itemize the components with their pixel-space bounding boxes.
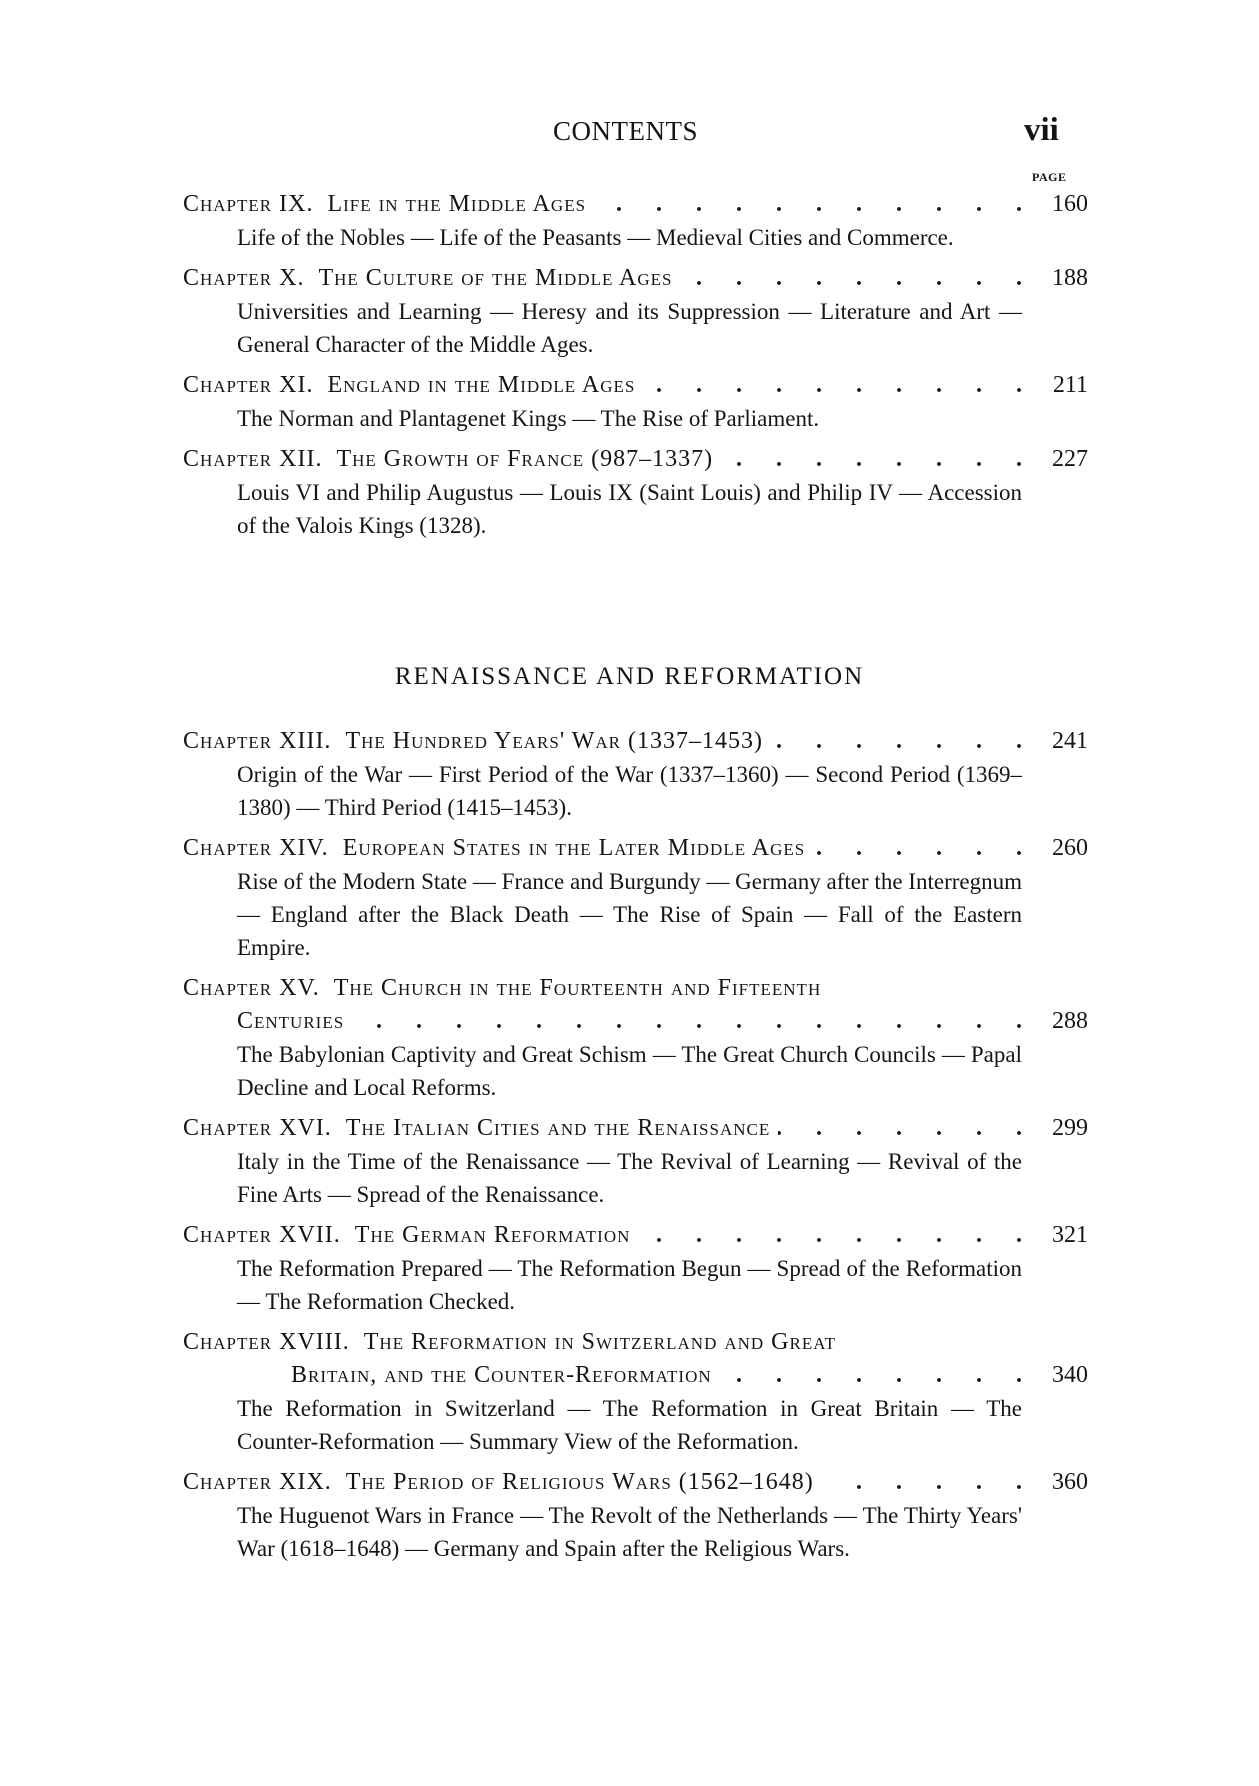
toc-entry [183,369,1088,435]
chapter-heading [183,443,1088,476]
chapter-title: The Church in the Fourteenth and Fifteenth [333,975,822,1001]
chapter-label: Chapter XII. [183,446,323,472]
chapter-label: Chapter XIX. [183,1469,332,1495]
chapter-summary: The Reformation in Switzerland — The Reformation in Great Britain — The Counter-Reformation — Summary View of the Reformation. [237,1396,1022,1454]
chapter-heading [183,188,1088,221]
chapter-summary: Origin of the War — First Period of the War (1337–1360) — Second Period (1369–1380) — Third Period (1415–1453). [237,762,1022,820]
chapter-label: Chapter XI. [183,372,314,398]
chapter-heading [183,262,1088,295]
chapter-summary: Italy in the Time of the Renaissance — The Revival of Learning — Revival of the Fine Arts — Spread of the Renaissance. [237,1149,1022,1207]
chapter-heading [183,725,1088,758]
chapter-heading [183,832,1088,865]
chapter-title: The Reformation in Switzerland and Great [363,1329,837,1355]
toc-entry [183,725,1088,824]
chapter-title: The Culture of the Middle Ages [318,265,673,291]
chapter-page: 260 [1052,835,1088,861]
chapter-title: The Growth of France (987–1337) [336,446,714,472]
chapter-summary: Rise of the Modern State — France and Burgundy — Germany after the Interregnum — England after the Black Death — The Rise of Spain — Fall of the Eastern Empire. [237,869,1022,960]
toc-part-2 [183,725,1088,1565]
toc-entry [183,1219,1088,1318]
chapter-heading-continued [183,1359,1088,1392]
chapter-summary: Universities and Learning — Heresy and its Suppression — Literature and Art — General Character of the Middle Ages. [237,299,1022,357]
chapter-heading [183,369,1088,402]
toc-entry [183,1326,1088,1458]
chapter-page: 227 [1052,446,1088,472]
chapter-heading [183,1326,1088,1359]
chapter-summary: The Babylonian Captivity and Great Schism — The Great Church Councils — Papal Decline and Local Reforms. [237,1042,1022,1100]
chapter-summary: Louis VI and Philip Augustus — Louis IX (Saint Louis) and Philip IV — Accession of the Valois Kings (1328). [237,480,1022,538]
dot-leader [352,1005,1036,1038]
section-heading: RENAISSANCE AND REFORMATION [394,663,865,690]
chapter-page: 299 [1052,1115,1088,1141]
toc-entry [183,1466,1088,1565]
chapter-heading [183,1112,1088,1145]
chapter-label: Chapter XVII. [183,1222,341,1248]
chapter-label: Chapter XVI. [183,1115,332,1141]
chapter-label: Chapter XIII. [183,728,332,754]
chapter-title: Life in the Middle Ages [327,191,587,217]
dot-leader [771,725,1036,758]
chapter-title-continued: Centuries [237,1008,345,1034]
chapter-title: The German Reformation [354,1222,631,1248]
chapter-title: European States in the Later Middle Ages [342,835,806,861]
page-number: vii [1024,112,1059,148]
chapter-page: 321 [1052,1222,1088,1248]
chapter-page: 288 [1052,1008,1088,1034]
dot-leader [643,369,1036,402]
toc-entry [183,262,1088,361]
toc-entry [183,188,1088,254]
chapter-page: 160 [1052,191,1088,217]
chapter-title: The Italian Cities and the Renaissance [345,1115,771,1141]
toc-entry [183,832,1088,964]
chapter-page: 241 [1052,728,1088,754]
chapter-title: The Period of Religious Wars (1562–1648) [345,1469,814,1495]
chapter-summary: The Reformation Prepared — The Reformation Begun — Spread of the Reformation — The Reformation Checked. [237,1256,1022,1314]
chapter-page: 211 [1052,372,1088,398]
chapter-label: Chapter XIV. [183,835,329,861]
toc-entry [183,443,1088,542]
dot-leader [594,188,1036,221]
dot-leader [778,1112,1036,1145]
chapter-heading-continued [183,1005,1088,1038]
chapter-title: The Hundred Years' War (1337–1453) [345,728,763,754]
dot-leader [721,443,1036,476]
dot-leader [720,1359,1036,1392]
chapter-page: 340 [1052,1362,1088,1388]
page-column-label: PAGE [1032,170,1067,184]
chapter-label: Chapter XVIII. [183,1329,350,1355]
chapter-summary: The Huguenot Wars in France — The Revolt of the Netherlands — The Thirty Years' War (1618–1648) — Germany and Spain after the Religious Wars. [237,1503,1022,1561]
dot-leader [681,262,1036,295]
toc-part-1 [183,188,1088,542]
chapter-heading [183,972,1088,1005]
chapter-label: Chapter IX. [183,191,314,217]
dot-leader [813,832,1036,865]
chapter-title: England in the Middle Ages [327,372,636,398]
page-title: CONTENTS [553,116,698,146]
chapter-label: Chapter X. [183,265,305,291]
chapter-heading [183,1466,1088,1499]
running-head [0,112,1259,152]
chapter-page: 188 [1052,265,1088,291]
toc-entry [183,972,1088,1104]
chapter-heading [183,1219,1088,1252]
dot-leader [638,1219,1036,1252]
chapter-summary: Life of the Nobles — Life of the Peasants — Medieval Cities and Commerce. [237,225,954,250]
toc-entry [183,1112,1088,1211]
chapter-page: 360 [1052,1469,1088,1495]
chapter-title-continued: Britain, and the Counter-Reformation [291,1362,712,1388]
chapter-summary: The Norman and Plantagenet Kings — The Rise of Parliament. [237,406,820,431]
dot-leader [822,1466,1036,1499]
chapter-label: Chapter XV. [183,975,320,1001]
